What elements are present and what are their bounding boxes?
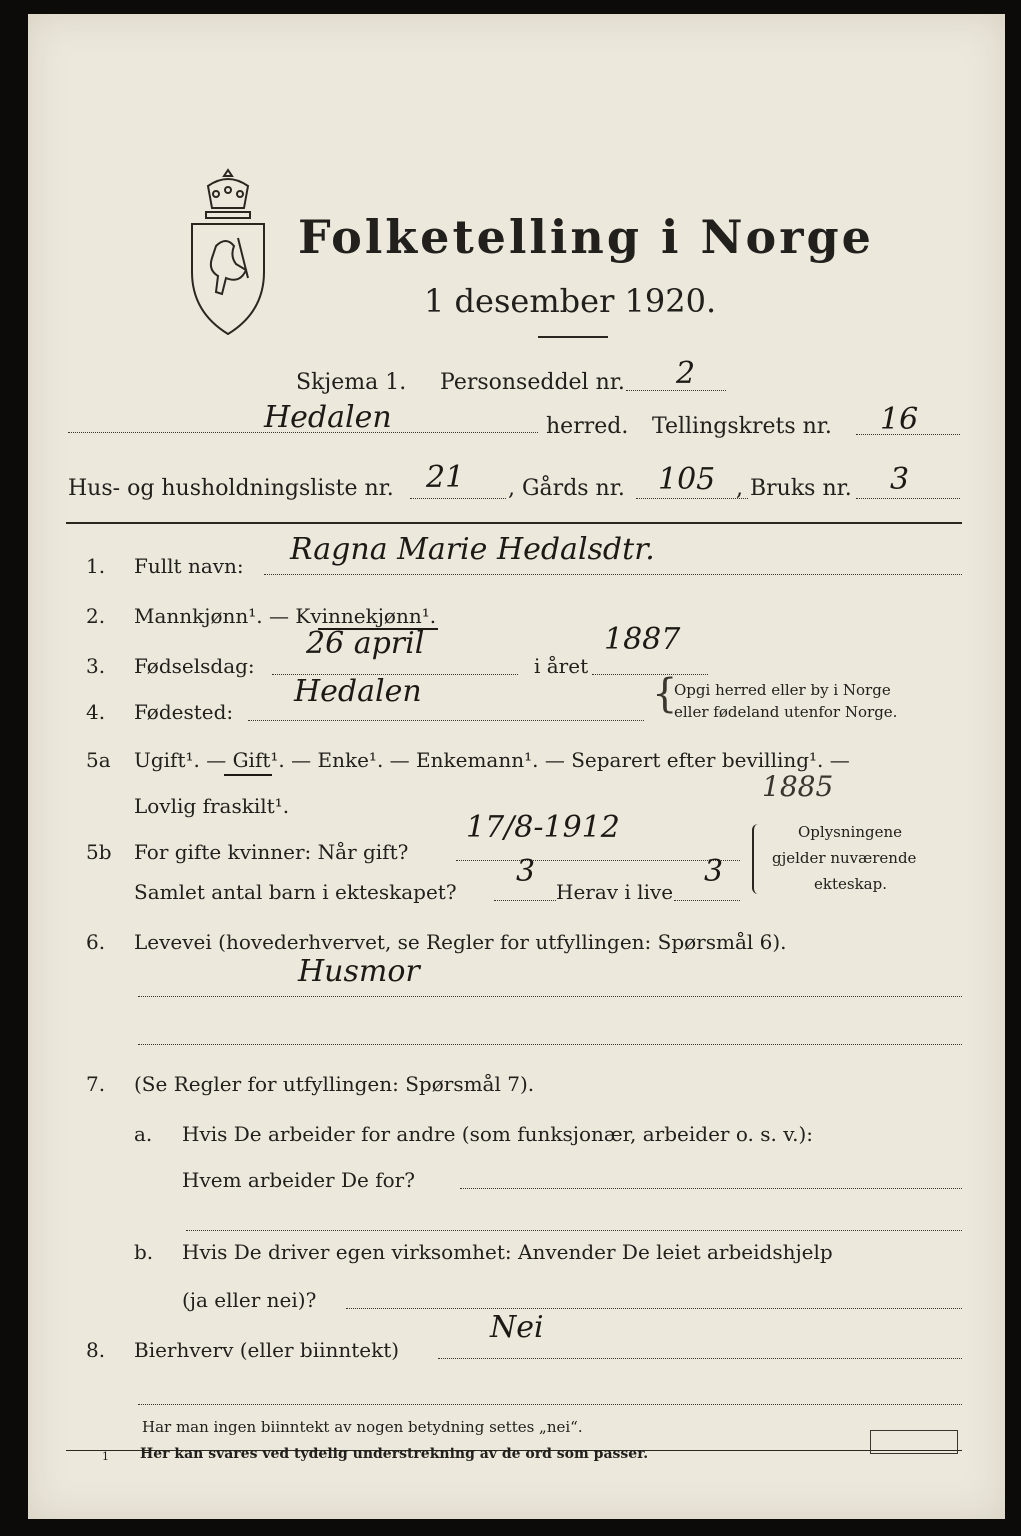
q7a-label: a.: [134, 1122, 153, 1146]
husliste-field-line: [410, 498, 506, 499]
q3-year-field-line: [592, 674, 708, 675]
personseddel-value[interactable]: 2: [676, 356, 696, 391]
q5b-alive-label: Herav i live: [556, 880, 674, 904]
q5a-margin-note: 1885: [762, 770, 834, 803]
q7-number: 7.: [86, 1072, 106, 1096]
q4-number: 4.: [86, 700, 106, 724]
q5b-note-line2: gjelder nuværende: [772, 849, 917, 867]
q5b-married-value[interactable]: 17/8-1912: [466, 810, 620, 845]
q4-field-line: [248, 720, 644, 721]
personseddel-label: Personseddel nr.: [440, 370, 625, 395]
q5b-alive-field-line: [674, 900, 740, 901]
q7-label: (Se Regler for utfyllingen: Spørsmål 7).: [134, 1072, 535, 1096]
q5b-married-field-line: [456, 860, 740, 861]
bruks-field-line: [856, 498, 960, 499]
footer-note: Har man ingen biinntekt av nogen betydning settes „nei“.: [142, 1418, 583, 1436]
q5b-children-field-line: [494, 900, 556, 901]
printer-stamp: [870, 1430, 958, 1454]
bruks-value[interactable]: 3: [890, 462, 910, 497]
q5b-note-line1: Oplysningene: [798, 823, 903, 841]
q3-year-value[interactable]: 1887: [604, 622, 681, 657]
q3-number: 3.: [86, 654, 106, 678]
q8-label: Bierhverv (eller biinntekt): [134, 1338, 400, 1362]
bruks-label: , Bruks nr.: [736, 476, 852, 501]
q6-field-line1: [138, 996, 962, 997]
header-divider: [66, 522, 962, 524]
q1-label: Fullt navn:: [134, 554, 244, 578]
schema-label: Skjema 1.: [296, 370, 407, 395]
q8-field-line2: [138, 1404, 962, 1405]
q4-value[interactable]: Hedalen: [294, 674, 422, 709]
q6-label: Levevei (hovederhvervet, se Regler for utfyllingen: Spørsmål 6).: [134, 930, 787, 954]
census-date: 1 desember 1920.: [424, 282, 717, 320]
q3-day-value[interactable]: 26 april: [306, 626, 425, 661]
q8-field-line1: [438, 1358, 962, 1359]
q5a-label: Ugift¹. — Gift¹. — Enke¹. — Enkemann¹. — Separert efter bevilling¹. —: [134, 748, 850, 772]
q3-label: Fødselsdag:: [134, 654, 255, 678]
q7a-text-line2: Hvem arbeider De for?: [182, 1168, 415, 1192]
husliste-value[interactable]: 21: [426, 460, 465, 495]
gards-field-line: [636, 498, 748, 499]
tellingskrets-value[interactable]: 16: [880, 402, 919, 437]
q4-note-line2: eller fødeland utenfor Norge.: [674, 703, 898, 721]
q4-note-brace: {: [652, 671, 678, 717]
q5b-note-line3: ekteskap.: [814, 875, 887, 893]
gards-value[interactable]: 105: [658, 462, 716, 497]
footnote-text: Her kan svares ved tydelig understrekning av de ord som passer.: [140, 1446, 649, 1462]
husliste-label: Hus- og husholdningsliste nr.: [68, 476, 394, 501]
q4-label: Fødested:: [134, 700, 234, 724]
q7a-field-line2: [186, 1230, 962, 1231]
form-title: Folketelling i Norge: [298, 210, 874, 264]
q6-value[interactable]: Husmor: [298, 954, 420, 989]
herred-label: herred.: [546, 414, 629, 439]
q6-number: 6.: [86, 930, 106, 954]
q8-number: 8.: [86, 1338, 106, 1362]
q5a-gift-underline: [224, 774, 272, 776]
q5b-children-label: Samlet antal barn i ekteskapet?: [134, 880, 457, 904]
footnote-mark: 1: [102, 1450, 109, 1463]
q7b-field-line: [346, 1308, 962, 1309]
q1-value[interactable]: Ragna Marie Hedalsdtr.: [290, 532, 655, 567]
q6-field-line2: [138, 1044, 962, 1045]
title-divider: [538, 336, 608, 338]
q7a-field-line1: [460, 1188, 962, 1189]
q5b-label: For gifte kvinner: Når gift?: [134, 840, 409, 864]
q5b-children-value[interactable]: 3: [516, 854, 536, 889]
q5b-alive-value[interactable]: 3: [704, 854, 724, 889]
q5a-number: 5a: [86, 748, 111, 772]
gards-label: , Gårds nr.: [508, 476, 625, 501]
q1-field-line: [264, 574, 962, 575]
census-form-sheet: [28, 14, 1005, 1519]
coat-of-arms-icon: [178, 164, 278, 339]
q7b-text: Hvis De driver egen virksomhet: Anvender De leiet arbeidshjelp: [182, 1240, 833, 1264]
q5b-number: 5b: [86, 840, 112, 864]
q8-value[interactable]: Nei: [490, 1310, 544, 1345]
herred-value[interactable]: Hedalen: [264, 400, 392, 435]
q7b-text-line2: (ja eller nei)?: [182, 1288, 317, 1312]
q2-label: Mannkjønn¹. — Kvinnekjønn¹.: [134, 604, 437, 628]
q7b-label: b.: [134, 1240, 154, 1264]
q5b-note-brace: [752, 824, 762, 894]
q1-number: 1.: [86, 554, 106, 578]
q2-number: 2.: [86, 604, 106, 628]
tellingskrets-label: Tellingskrets nr.: [652, 414, 832, 439]
q3-year-label: i året: [534, 654, 589, 678]
q7a-text: Hvis De arbeider for andre (som funksjonær, arbeider o. s. v.):: [182, 1122, 814, 1146]
q4-note-line1: Opgi herred eller by i Norge: [674, 681, 891, 699]
q5a-label-line2: Lovlig fraskilt¹.: [134, 794, 290, 818]
